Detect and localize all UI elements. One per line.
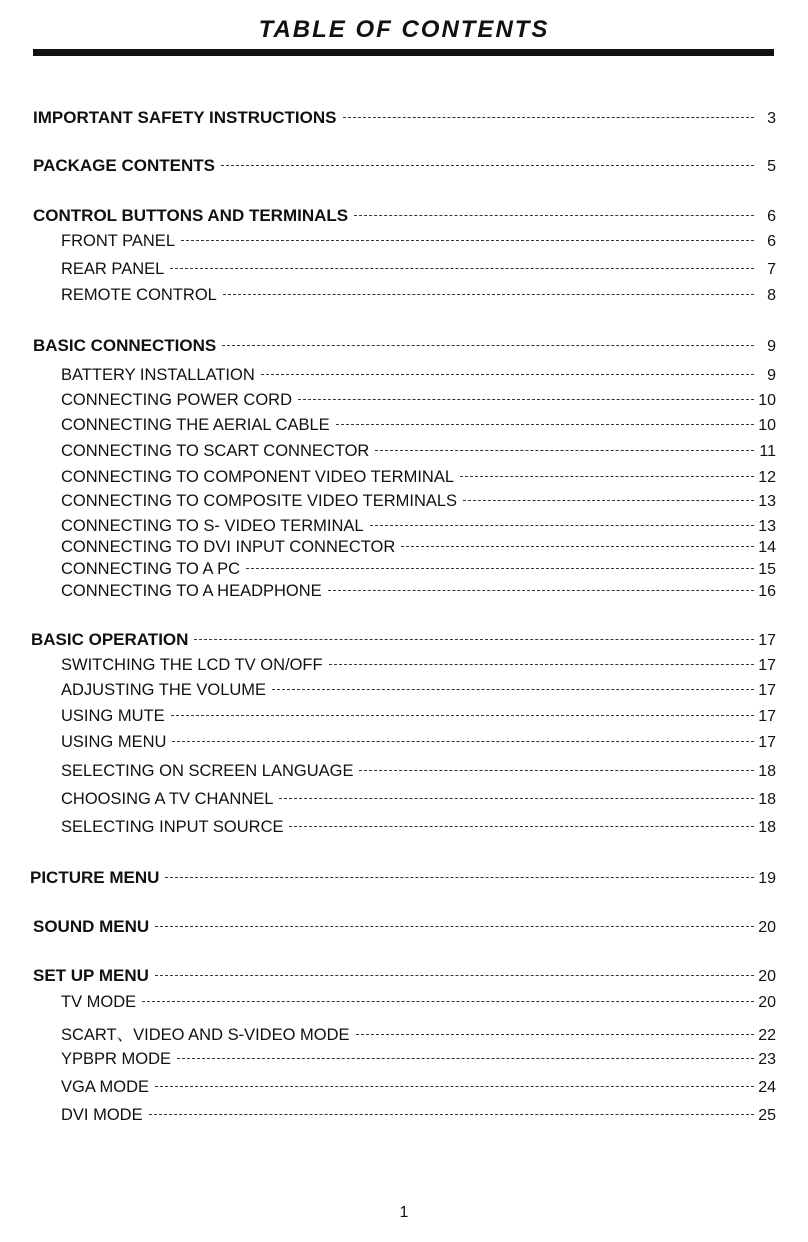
toc-entry [61,366,776,385]
toc-entry-page: 18 [758,819,776,836]
dot-leader [463,500,754,501]
toc-entry-label: USING MENU [61,733,167,751]
toc-entry-label: CONNECTING POWER CORD [61,391,292,409]
toc-entry [61,993,776,1012]
toc-entry-page: 7 [767,261,776,278]
toc-entry-page: 13 [758,493,776,510]
toc-entry [33,917,776,937]
toc-entry-label: FRONT PANEL [61,232,175,250]
toc-entry [33,108,776,128]
dot-leader [370,525,754,526]
toc-entry [61,560,776,579]
toc-entry-page: 13 [758,518,776,535]
dot-leader [155,1086,754,1087]
toc-entry [61,416,776,435]
toc-entry [33,336,776,356]
toc-entry-label: DVI MODE [61,1106,143,1124]
toc-entry-label: IMPORTANT SAFETY INSTRUCTIONS [33,108,337,127]
toc-entry-label: BASIC CONNECTIONS [33,336,217,355]
dot-leader [354,215,754,216]
toc-entry [61,1021,776,1045]
dot-leader [343,117,755,118]
dot-leader [375,450,754,451]
dot-leader [172,741,754,742]
toc-entry-page: 23 [758,1051,776,1068]
toc-entry-label: BASIC OPERATION [31,630,189,649]
toc-entry [61,260,776,279]
toc-entry-label: CONTROL BUTTONS AND TERMINALS [33,206,349,225]
toc-entry-label: CONNECTING TO A HEADPHONE [61,582,322,600]
toc-entry [61,656,776,675]
toc-entry [33,966,776,986]
dot-leader [221,165,754,166]
toc-entry-page: 10 [758,392,776,409]
toc-entry-page: 25 [758,1107,776,1124]
dot-leader [165,877,754,878]
dot-leader [223,294,754,295]
toc-entry [61,442,776,461]
toc-entry-label: PICTURE MENU [30,868,160,887]
dot-leader [149,1114,754,1115]
toc-entry-label: CONNECTING TO COMPOSITE VIDEO TERMINALS [61,492,458,510]
toc-entry-page: 19 [758,870,776,887]
dot-leader [246,568,754,569]
toc-entry-page: 17 [758,632,776,649]
page-number: 1 [399,1204,409,1221]
toc-entry-page: 20 [758,968,776,985]
toc-entry-page: 6 [767,233,776,250]
toc-entry [61,681,776,700]
toc-entry-page: 22 [758,1027,776,1044]
toc-entry [61,391,776,410]
toc-entry-label: VGA MODE [61,1078,150,1096]
toc-entry [61,582,776,601]
toc-entry-page: 17 [758,682,776,699]
toc-entry-label: CONNECTING TO COMPONENT VIDEO TERMINAL [61,468,454,486]
dot-leader [171,715,754,716]
toc-entry-label: USING MUTE [61,707,165,725]
toc-entry-label: SET UP MENU [33,966,149,985]
toc-entry [31,630,776,650]
toc-entry [61,1050,776,1069]
dot-leader [222,345,754,346]
toc-entry [61,790,776,809]
toc-entry-page: 14 [758,539,776,556]
dot-leader [298,399,754,400]
toc-entry [61,707,776,726]
dot-leader [272,689,754,690]
toc-entry-page: 6 [767,208,776,225]
dot-leader [181,240,754,241]
dot-leader [289,826,754,827]
toc-entry-label: REMOTE CONTROL [61,286,217,304]
dot-leader [155,975,754,976]
toc-entry-page: 18 [758,763,776,780]
toc-entry [61,1078,776,1097]
toc-entry [61,517,776,536]
toc-entry-label: CONNECTING TO SCART CONNECTOR [61,442,370,460]
toc-entry [61,538,776,557]
toc-entry-label: SCART、VIDEO AND S-VIDEO MODE [61,1026,350,1044]
toc-entry-label: BATTERY INSTALLATION [61,366,255,384]
toc-entry-page: 20 [758,919,776,936]
toc-entry-label: YPBPR MODE [61,1050,172,1068]
dot-leader [155,926,754,927]
toc-entry-page: 24 [758,1079,776,1096]
toc-entry-page: 17 [758,657,776,674]
toc-entry [61,468,776,487]
toc-entry-page: 9 [767,338,776,355]
dot-leader [356,1034,755,1035]
toc-entry-label: REAR PANEL [61,260,165,278]
toc-entry-page: 20 [758,994,776,1011]
toc-entry-label: CONNECTING THE AERIAL CABLE [61,416,330,434]
toc-entry-page: 17 [758,734,776,751]
dot-leader [194,639,754,640]
dot-leader [359,770,754,771]
toc-entry-label: ADJUSTING THE VOLUME [61,681,267,699]
toc-entry-page: 16 [758,583,776,600]
toc-entry-page: 8 [767,287,776,304]
toc-entry [33,156,776,176]
toc-entry-label: CONNECTING TO S- VIDEO TERMINAL [61,517,364,535]
dot-leader [336,424,754,425]
toc-entry [61,232,776,251]
dot-leader [261,374,754,375]
toc-entry-page: 17 [758,708,776,725]
toc-entry-label: SELECTING ON SCREEN LANGUAGE [61,762,354,780]
toc-entry-page: 10 [758,417,776,434]
toc-entry-page: 5 [767,158,776,175]
dot-leader [279,798,754,799]
toc-entry [30,868,776,888]
toc-entry-label: CONNECTING TO A PC [61,560,241,578]
dot-leader [170,268,754,269]
toc-entry-page: 9 [767,367,776,384]
toc-entry-label: SWITCHING THE LCD TV ON/OFF [61,656,323,674]
toc-entry [61,286,776,305]
toc-entry-page: 15 [758,561,776,578]
toc-entry [61,1106,776,1125]
dot-leader [460,476,754,477]
dot-leader [328,590,754,591]
toc-entry [61,762,776,781]
toc-entry-label: PACKAGE CONTENTS [33,156,215,175]
page-title: TABLE OF CONTENTS [258,16,550,43]
toc-entry-label: CONNECTING TO DVI INPUT CONNECTOR [61,538,396,556]
toc-entry [61,818,776,837]
dot-leader [401,546,754,547]
dot-leader [177,1058,754,1059]
toc-entry-page: 11 [759,443,776,460]
toc-entry-label: TV MODE [61,993,137,1011]
toc-entry [33,206,776,226]
toc-entry-label: SOUND MENU [33,917,150,936]
toc-entry-page: 3 [767,110,776,127]
toc-entry [61,492,776,511]
dot-leader [142,1001,754,1002]
dot-leader [329,664,754,665]
toc-entry-page: 18 [758,791,776,808]
toc-entry [61,733,776,752]
toc-entry-label: SELECTING INPUT SOURCE [61,818,284,836]
toc-entry-label: CHOOSING A TV CHANNEL [61,790,274,808]
toc-entry-page: 12 [758,469,776,486]
